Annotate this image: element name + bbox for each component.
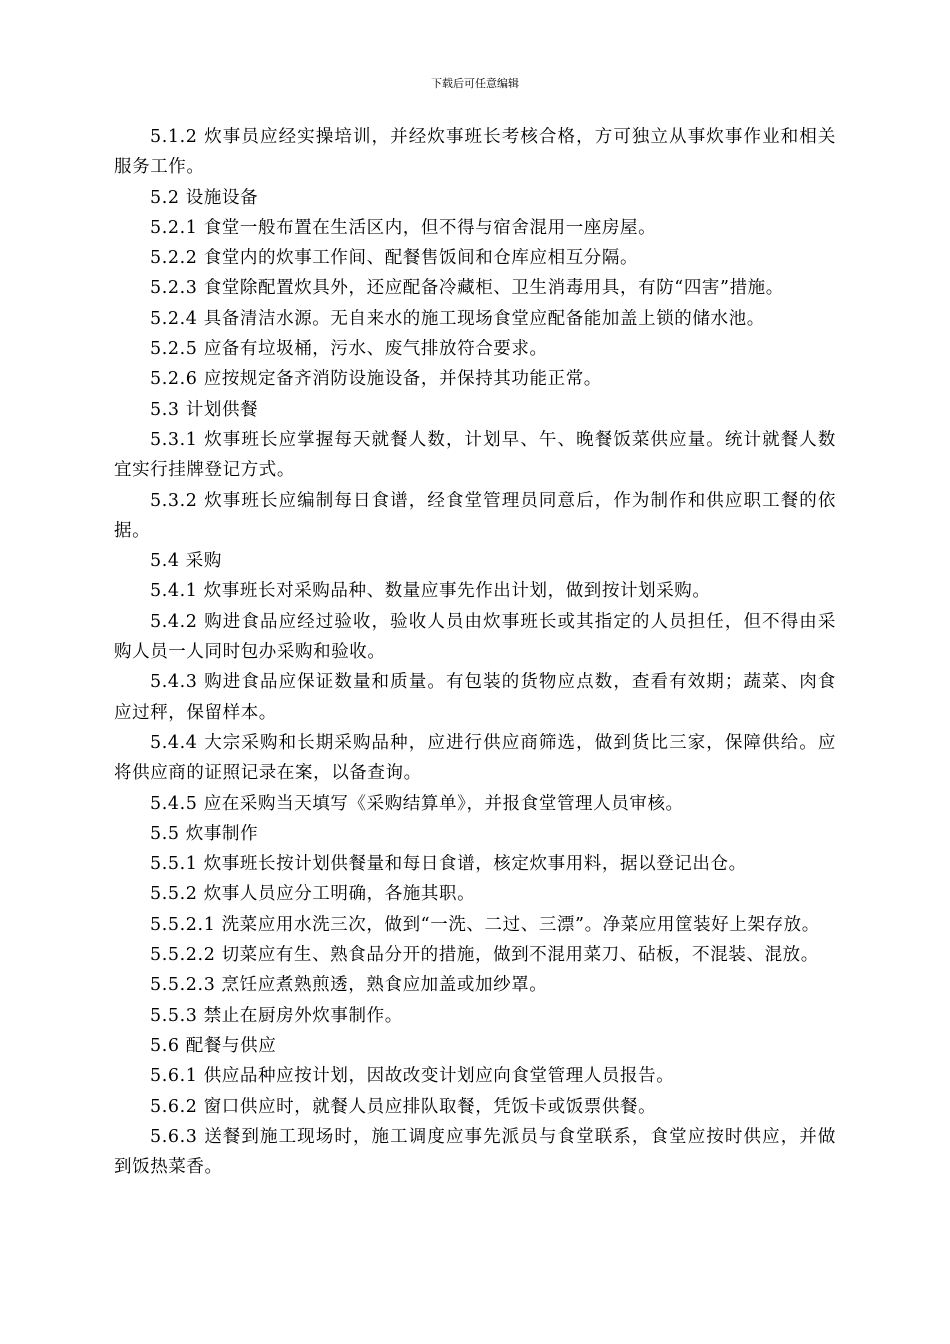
paragraph: 5.4.3 购进食品应保证数量和质量。有包装的货物应点数，查看有效期；蔬菜、肉食应过秤，保留样本。 — [114, 672, 836, 723]
paragraph: 5.1.2 炊事员应经实操培训，并经炊事班长考核合格，方可独立从事炊事作业和相关服务工作。 — [114, 127, 836, 178]
section-heading: 5.6 配餐与供应 — [150, 1035, 277, 1056]
paragraph: 5.2.2 食堂内的炊事工作间、配餐售饭间和仓库应相互分隔。 — [150, 248, 639, 269]
paragraph: 5.5.2 炊事人员应分工明确，各施其职。 — [150, 884, 476, 905]
paragraph: 5.3.1 炊事班长应掌握每天就餐人数，计划早、午、晚餐饭菜供应量。统计就餐人数宜实行挂牌登记方式。 — [114, 429, 836, 481]
paragraph: 5.4.2 购进食品应经过验收，验收人员由炊事班长或其指定的人员担任，但不得由采购人员一人同时包办采购和验收。 — [114, 611, 836, 663]
paragraph: 5.4.4 大宗采购和长期采购品种，应进行供应商筛选，做到货比三家，保障供给。应将供应商的证照记录在案，以备查询。 — [114, 732, 836, 784]
paragraph: 5.6.1 供应品种应按计划，因故改变计划应向食堂管理人员报告。 — [150, 1066, 675, 1087]
paragraph: 5.3.2 炊事班长应编制每日食谱，经食堂管理员同意后，作为制作和供应职工餐的依据。 — [114, 490, 836, 541]
paragraph: 5.2.5 应备有垃圾桶，污水、废气排放符合要求。 — [150, 339, 548, 360]
document-body — [114, 122, 836, 1182]
section-heading: 5.3 计划供餐 — [150, 399, 259, 420]
section-heading: 5.5 炊事制作 — [150, 823, 259, 844]
paragraph: 5.2.6 应按规定备齐消防设施设备，并保持其功能正常。 — [150, 369, 602, 390]
paragraph: 5.4.1 炊事班长对采购品种、数量应事先作出计划，做到按计划采购。 — [150, 581, 711, 602]
paragraph: 5.6.2 窗口供应时，就餐人员应排队取餐，凭饭卡或饭票供餐。 — [150, 1096, 657, 1117]
paragraph: 5.4.5 应在采购当天填写《采购结算单》，并报食堂管理人员审核。 — [150, 793, 684, 814]
paragraph: 5.2.1 食堂一般布置在生活区内，但不得与宿舍混用一座房屋。 — [150, 217, 657, 238]
paragraph: 5.6.3 送餐到施工现场时，施工调度应事先派员与食堂联系，食堂应按时供应，并做到饭热菜香。 — [114, 1126, 836, 1178]
paragraph: 5.5.2.3 烹饪应煮熟煎透，熟食应加盖或加纱罩。 — [150, 975, 548, 996]
paragraph: 5.5.3 禁止在厨房外炊事制作。 — [150, 1005, 403, 1026]
section-heading: 5.4 采购 — [150, 551, 222, 572]
paragraph: 5.5.1 炊事班长按计划供餐量和每日食谱，核定炊事用料，据以登记出仓。 — [150, 854, 747, 875]
paragraph: 5.5.2.2 切菜应有生、熟食品分开的措施，做到不混用菜刀、砧板，不混装、混放。 — [150, 945, 819, 966]
paragraph: 5.2.4 具备清洁水源。无自来水的施工现场食堂应配备能加盖上锁的储水池。 — [150, 308, 765, 329]
paragraph: 5.2.3 食堂除配置炊具外，还应配备冷藏柜、卫生消毒用具，有防“四害”措施。 — [150, 278, 784, 299]
paragraph: 5.5.2.1 洗菜应用水洗三次，做到“一洗、二过、三漂”。净菜应用筐装好上架存放。 — [150, 914, 820, 935]
header-note: 下载后可任意编辑 — [431, 77, 519, 90]
section-heading: 5.2 设施设备 — [150, 187, 259, 208]
